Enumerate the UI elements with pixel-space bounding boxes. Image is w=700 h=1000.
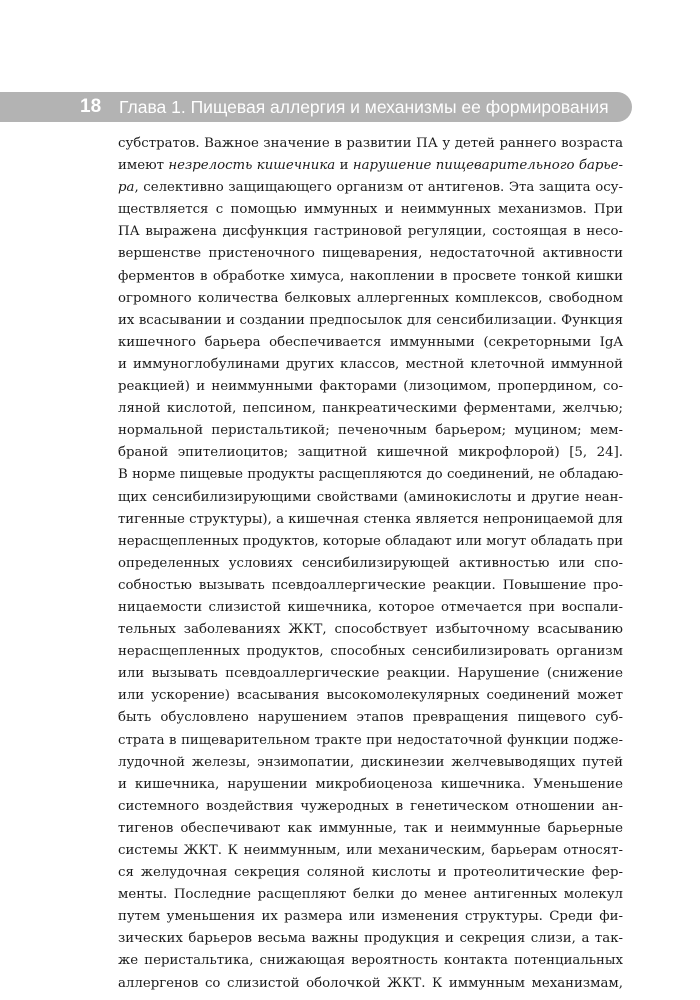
emphasis-text: незрелость кишечника	[168, 158, 336, 174]
text-line: ся желудочная секреция соляной кислоты и протеолитические фер-	[118, 865, 623, 881]
text-line: или вызывать псевдоаллергические реакции. Нарушение (снижение	[118, 666, 623, 682]
text-line: тигенов обеспечивают как иммунные, так и неиммунные барьерные	[118, 820, 623, 836]
text-line: ницаемости слизистой кишечника, которое отмечается при воспали-	[118, 599, 623, 615]
text-line: нормальной перистальтикой; печеночным барьером; муцином; мем-	[118, 423, 623, 439]
text-line: нерасщепленных продуктов, которые обладают или могут обладать при	[118, 533, 623, 549]
text-line: субстратов. Важное значение в развитии ПА у детей раннего возраста	[118, 136, 623, 151]
text-line: щих сенсибилизирующими свойствами (аминокислоты и другие неан-	[118, 489, 623, 505]
page-number: 18	[80, 96, 102, 117]
text-line: вершенстве пристеночного пищеварения, недостаточной активности	[118, 246, 623, 262]
text-line: же перистальтика, снижающая вероятность контакта потенциальных	[118, 953, 623, 969]
text-line: менты. Последние расщепляют белки до менее антигенных молекул	[118, 887, 623, 903]
text-segment: , селективно защищающего организм от антигенов. Эта защита осу-	[134, 180, 623, 196]
body-text	[118, 133, 623, 995]
text-line: системы ЖКТ. К неиммунным, или механическим, барьерам относят-	[118, 843, 623, 858]
text-line: В норме пищевые продукты расщепляются до соединений, не обладаю-	[118, 467, 623, 483]
text-line: их всасывании и создании предпосылок для сенсибилизации. Функция	[118, 312, 623, 328]
text-line: браной эпителиоцитов; защитной кишечной микрофлорой) [5, 24].	[118, 445, 623, 461]
text-line: нерасщепленных продуктов, способных сенсибилизировать организм	[118, 644, 623, 660]
text-segment: имеют	[118, 158, 169, 174]
text-line: собностью вызывать псевдоаллергические реакции. Повышение про-	[118, 577, 623, 593]
text-line: путем уменьшения их размера или изменения структуры. Среди фи-	[118, 909, 623, 925]
text-line: зических барьеров весьма важны продукция и секреция слизи, а так-	[118, 931, 623, 947]
text-line: ПА выражена дисфункция гастриновой регуляции, состоящая в несо-	[118, 224, 623, 240]
text-segment: и	[335, 158, 353, 174]
text-line: тигенные структуры), а кишечная стенка является непроницаемой для	[118, 511, 623, 527]
text-line: и иммуноглобулинами других классов, местной клеточной иммунной	[118, 356, 623, 372]
text-line: тельных заболеваниях ЖКТ, способствует избыточному всасыванию	[118, 622, 623, 638]
text-line: определенных условиях сенсибилизирующей активностью или спо-	[118, 555, 623, 571]
text-line: и кишечника, нарушении микробиоценоза кишечника. Уменьшение	[118, 776, 623, 792]
text-line: лудочной железы, энзимопатии, дискинезии желчевыводящих путей	[118, 754, 623, 770]
text-line: огромного количества белковых аллергенных комплексов, свободном	[118, 290, 623, 306]
text-line: ществляется с помощью иммунных и неиммунных механизмов. При	[118, 202, 623, 218]
text-line: ляной кислотой, пепсином, панкреатическими ферментами, желчью;	[118, 401, 623, 417]
emphasis-text: ра	[118, 180, 135, 196]
text-line: или ускорение) всасывания высокомолекулярных соединений может	[118, 688, 623, 704]
text-line	[118, 155, 623, 177]
text-line: кишечного барьера обеспечивается иммунными (секреторными IgA	[118, 334, 623, 350]
text-line: системного воздействия чужеродных в генетическом отношении ан-	[118, 798, 623, 814]
text-line: аллергенов со слизистой оболочкой ЖКТ. К иммунным механизмам,	[118, 975, 623, 991]
text-line: быть обусловлено нарушением этапов превращения пищевого суб-	[118, 710, 623, 726]
text-line	[118, 177, 623, 199]
text-line: ферментов в обработке химуса, накоплении в просвете тонкой кишки	[118, 268, 623, 284]
text-line: реакцией) и неиммунными факторами (лизоцимом, пропердином, со-	[118, 379, 623, 395]
text-line: страта в пищеварительном тракте при недостаточной функции подже-	[118, 732, 623, 748]
emphasis-text: нарушение пищеварительного барье-	[352, 158, 623, 174]
chapter-title: Глава 1. Пищевая аллергия и механизмы ее формирования	[119, 97, 609, 117]
